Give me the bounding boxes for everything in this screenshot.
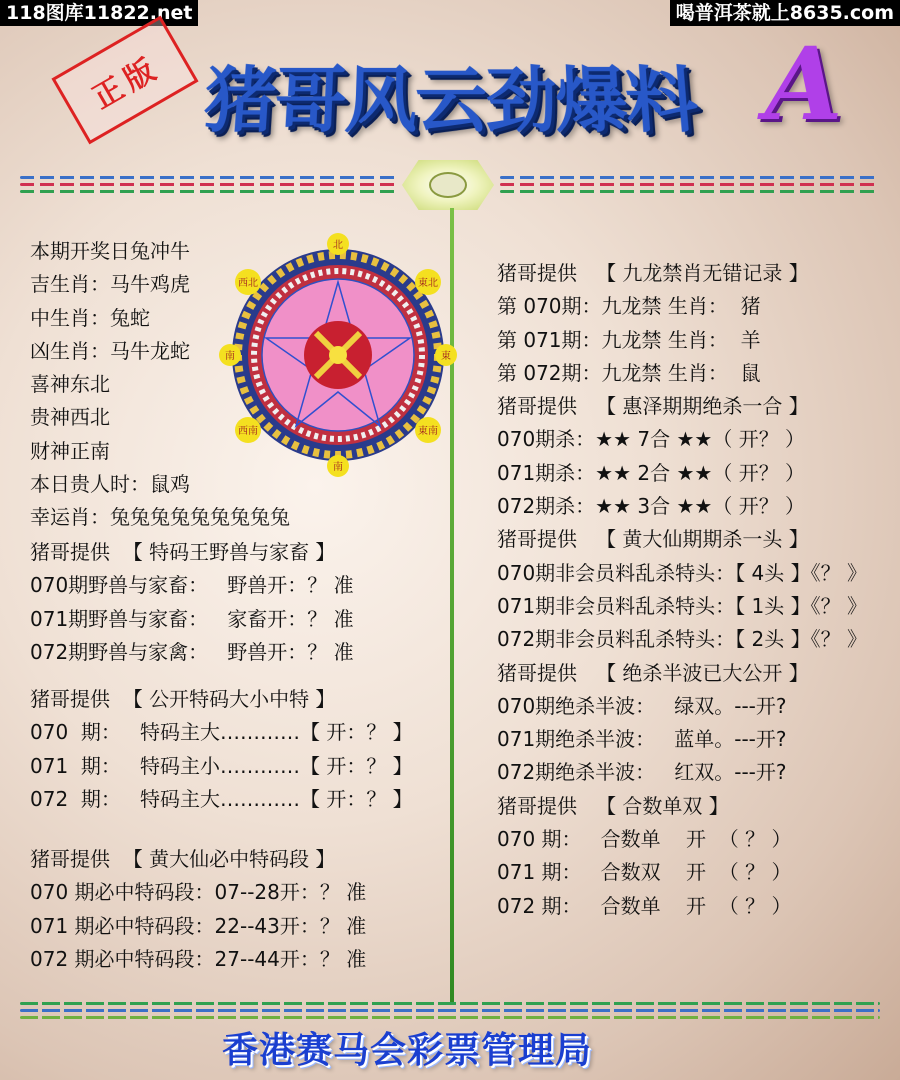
prediction-line: 070 期必中特码段：07--28开：？ 准 bbox=[30, 880, 367, 905]
almanac-section bbox=[30, 235, 290, 535]
almanac-line: 本期开奖日兔冲牛 bbox=[30, 239, 190, 263]
number-range-section bbox=[30, 843, 366, 976]
section-heading: 猪哥提供 【 公开特码大小中特 】 bbox=[30, 687, 336, 711]
beast-vs-livestock-section bbox=[30, 536, 354, 669]
section-heading: 猪哥提供 【 九龙禁肖无错记录 】 bbox=[497, 261, 809, 285]
prediction-line: 第 070期：九龙禁 生肖： 猪 bbox=[497, 294, 761, 319]
size-prediction-section bbox=[30, 683, 413, 816]
compass-southeast: 東南 bbox=[418, 426, 438, 437]
compass-west: 南 bbox=[225, 351, 235, 362]
almanac-line: 幸运肖：兔兔兔兔兔兔兔兔兔 bbox=[30, 505, 290, 530]
prediction-line: 072期非会员料乱杀特头：【 2头 】《？ 》 bbox=[497, 627, 867, 652]
prediction-line: 071期非会员料乱杀特头：【 1头 】《？ 》 bbox=[497, 593, 867, 618]
almanac-line: 喜神东北 bbox=[30, 372, 110, 397]
prediction-line: 070期非会员料乱杀特头：【 4头 】《？ 》 bbox=[497, 560, 867, 585]
section-heading: 猪哥提供 【 黄大仙必中特码段 】 bbox=[30, 847, 336, 871]
prediction-line: 070 期： 合数单 开 （ ？ ） bbox=[497, 827, 792, 852]
top-wave-divider-right bbox=[500, 172, 880, 197]
prediction-line: 071期野兽与家畜： 家畜开：？ 准 bbox=[30, 606, 354, 631]
compass-north: 北 bbox=[333, 240, 343, 251]
site-label-left: 118图库11822.net bbox=[0, 0, 198, 26]
section-heading: 猪哥提供 【 惠泽期期绝杀一合 】 bbox=[497, 394, 809, 419]
prediction-line: 071 期： 合数双 开 （ ？ ） bbox=[497, 860, 792, 885]
compass-east: 東 bbox=[441, 351, 451, 362]
prediction-line: 072期杀：★★ 3合 ★★（ 开？ ） bbox=[497, 494, 806, 519]
compass-southwest: 西南 bbox=[238, 426, 258, 437]
almanac-line: 财神正南 bbox=[30, 438, 110, 463]
edition-letter: A bbox=[765, 25, 843, 143]
prediction-line: 072 期： 合数单 开 （ ？ ） bbox=[497, 893, 792, 918]
prediction-line: 第 071期：九龙禁 生肖： 羊 bbox=[497, 327, 761, 352]
prediction-line: 071期绝杀半波： 蓝单。---开? bbox=[497, 727, 787, 752]
almanac-line: 贵神西北 bbox=[30, 405, 110, 430]
prediction-line: 072期绝杀半波： 红双。---开? bbox=[497, 760, 787, 785]
right-predictions-column bbox=[497, 257, 867, 923]
page-title: 猪哥风云劲爆料 bbox=[200, 57, 700, 143]
prediction-line: 072 期： 特码主大…………【 开：？ 】 bbox=[30, 786, 413, 811]
section-heading: 猪哥提供 【 合数单双 】 bbox=[497, 793, 729, 818]
almanac-line: 吉生肖：马牛鸡虎 bbox=[30, 272, 190, 297]
prediction-line: 071 期： 特码主小…………【 开：？ 】 bbox=[30, 753, 413, 778]
compass-northeast: 東北 bbox=[418, 278, 438, 289]
prediction-line: 071期杀：★★ 2合 ★★（ 开？ ） bbox=[497, 460, 806, 485]
almanac-line: 凶生肖：马牛龙蛇 bbox=[30, 338, 190, 363]
compass-south: 南 bbox=[333, 462, 343, 473]
prediction-line: 第 072期：九龙禁 生肖： 鼠 bbox=[497, 360, 761, 385]
section-heading: 猪哥提供 【 绝杀半波已大公开 】 bbox=[497, 660, 809, 685]
footer-title: 香港赛马会彩票管理局 bbox=[222, 1029, 593, 1071]
site-label-right: 喝普洱茶就上8635.com bbox=[670, 0, 900, 26]
bagua-talisman-icon bbox=[402, 160, 494, 210]
compass-northwest: 西北 bbox=[238, 278, 258, 289]
prediction-line: 072期野兽与家禽： 野兽开：？ 准 bbox=[30, 639, 354, 664]
section-heading: 猪哥提供 【 黄大仙期期杀一头 】 bbox=[497, 527, 809, 552]
bottom-wave-divider bbox=[20, 998, 880, 1023]
prediction-line: 071 期必中特码段：22--43开：？ 准 bbox=[30, 913, 367, 938]
prediction-line: 070期杀：★★ 7合 ★★（ 开？ ） bbox=[497, 427, 806, 452]
prediction-line: 070 期： 特码主大…………【 开：？ 】 bbox=[30, 720, 413, 745]
prediction-line: 070期野兽与家畜： 野兽开：？ 准 bbox=[30, 573, 354, 598]
prediction-line: 072 期必中特码段：27--44开：？ 准 bbox=[30, 946, 367, 971]
authentic-stamp: 正版 bbox=[51, 16, 198, 145]
section-heading: 猪哥提供 【 特码王野兽与家畜 】 bbox=[30, 540, 336, 564]
almanac-line: 本日贵人时：鼠鸡 bbox=[30, 472, 190, 497]
almanac-line: 中生肖：兔蛇 bbox=[30, 305, 150, 330]
prediction-line: 070期绝杀半波： 绿双。---开? bbox=[497, 693, 787, 718]
